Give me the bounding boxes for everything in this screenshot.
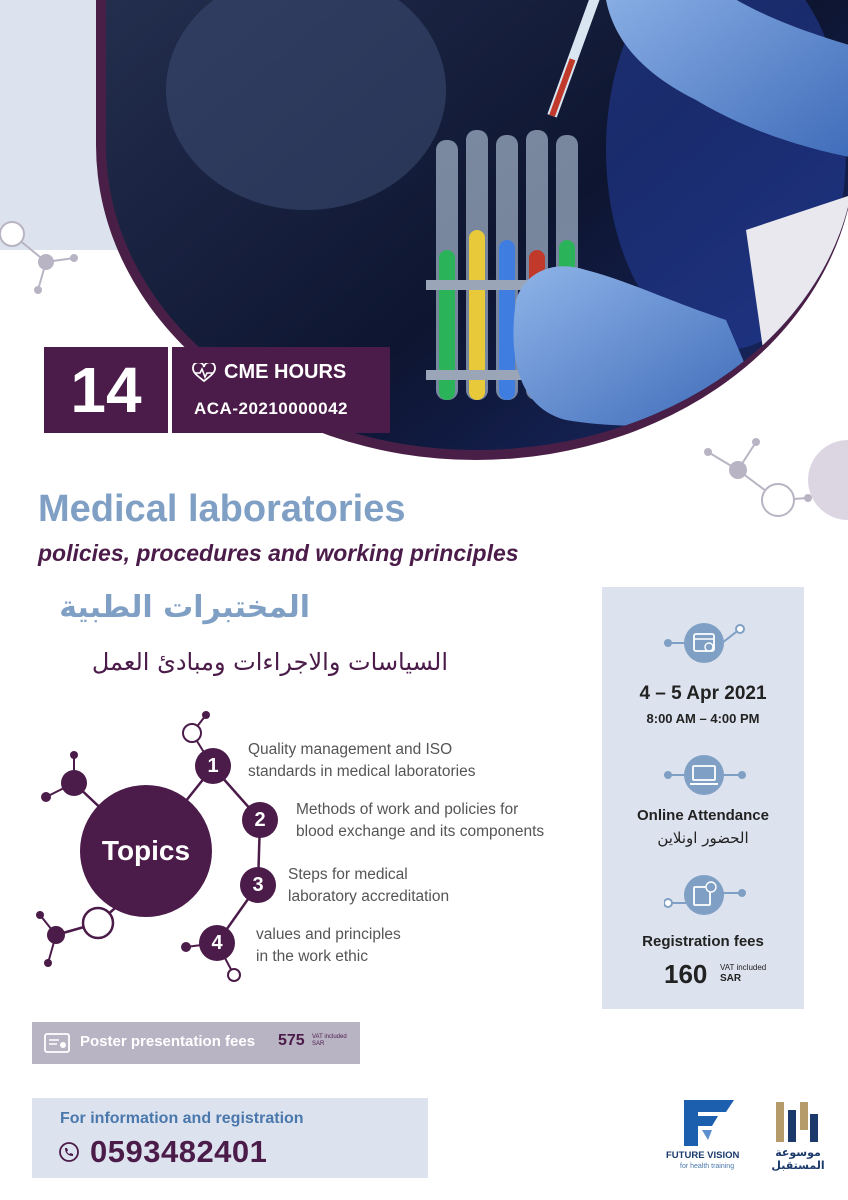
attendance-label-ar: الحضور اونلاين [657,829,749,847]
cme-hours-number: 14 [44,347,168,433]
registration-fee-icon [664,873,746,919]
registration-fee-currency: SAR [720,973,742,984]
molecule-decoration-right [700,412,848,562]
course-subtitle-ar: السياسات والاجراءات ومبادئ العمل [91,648,448,676]
poster-fees-label: Poster presentation fees [80,1033,256,1050]
molecule-decoration-left [0,210,90,300]
poster-fees-bar [32,1022,360,1064]
poster-fee-currency: SAR [312,1041,325,1047]
topic-item-2-line1: Methods of work and policies for [296,801,519,818]
cme-label: CME HOURS [224,361,347,383]
mawsooa-logo [774,1100,820,1144]
certificate-icon [44,1033,70,1053]
cme-code: ACA-20210000042 [194,399,348,418]
topic-number-4: 4 [199,925,235,961]
heartbeat-icon [192,363,216,383]
contact-label: For information and registration [60,1110,304,1127]
cme-title [192,361,346,384]
topic-number-2: 2 [242,802,278,838]
online-laptop-icon [664,753,746,797]
topic-item-1 [248,739,475,783]
topic-item-1-line1: Quality management and ISO [248,741,453,758]
topic-item-2 [296,799,544,843]
topic-item-1-line2: standards in medical laboratories [248,763,476,780]
event-time: 8:00 AM – 4:00 PM [646,711,760,726]
event-info-panel [602,587,804,1009]
future-vision-name: FUTURE VISION [666,1150,740,1161]
course-subtitle-en: policies, procedures and working principles [38,540,519,566]
mawsooa-name-ar: موسوعة المستقبل [771,1146,825,1172]
attendance-label: Online Attendance [637,807,769,824]
topic-item-4 [256,924,401,968]
contact-box [32,1098,428,1178]
topics-circle: Topics [80,785,212,917]
registration-fee-amount: 160 [664,959,708,989]
poster-fee-vat [312,1034,347,1048]
contact-phone[interactable]: 0593482401 [90,1134,268,1169]
future-vision-subtitle: for health training [680,1163,735,1170]
topic-item-3 [288,864,449,908]
cme-hours-box [172,347,390,433]
topic-item-4-line2: in the work ethic [256,948,368,965]
topic-item-3-line1: Steps for medical [288,866,408,883]
phone-icon [58,1141,80,1163]
course-title-en: Medical laboratories [38,488,406,530]
future-vision-logo [684,1100,734,1146]
event-date: 4 – 5 Apr 2021 [639,683,767,704]
topic-number-3: 3 [240,867,276,903]
calendar-icon [664,621,746,665]
registration-fees-label: Registration fees [642,933,764,950]
topic-item-4-line1: values and principles [256,926,401,943]
registration-fee-vat: VAT included [720,963,767,972]
poster-fee-vat-text: VAT included [312,1034,347,1040]
course-title-ar: المختبرات الطبية [59,590,310,625]
topic-item-2-line2: blood exchange and its components [296,823,545,840]
poster-fee-amount: 575 [278,1032,305,1049]
topic-number-1: 1 [195,748,231,784]
topic-item-3-line2: laboratory accreditation [288,888,450,905]
